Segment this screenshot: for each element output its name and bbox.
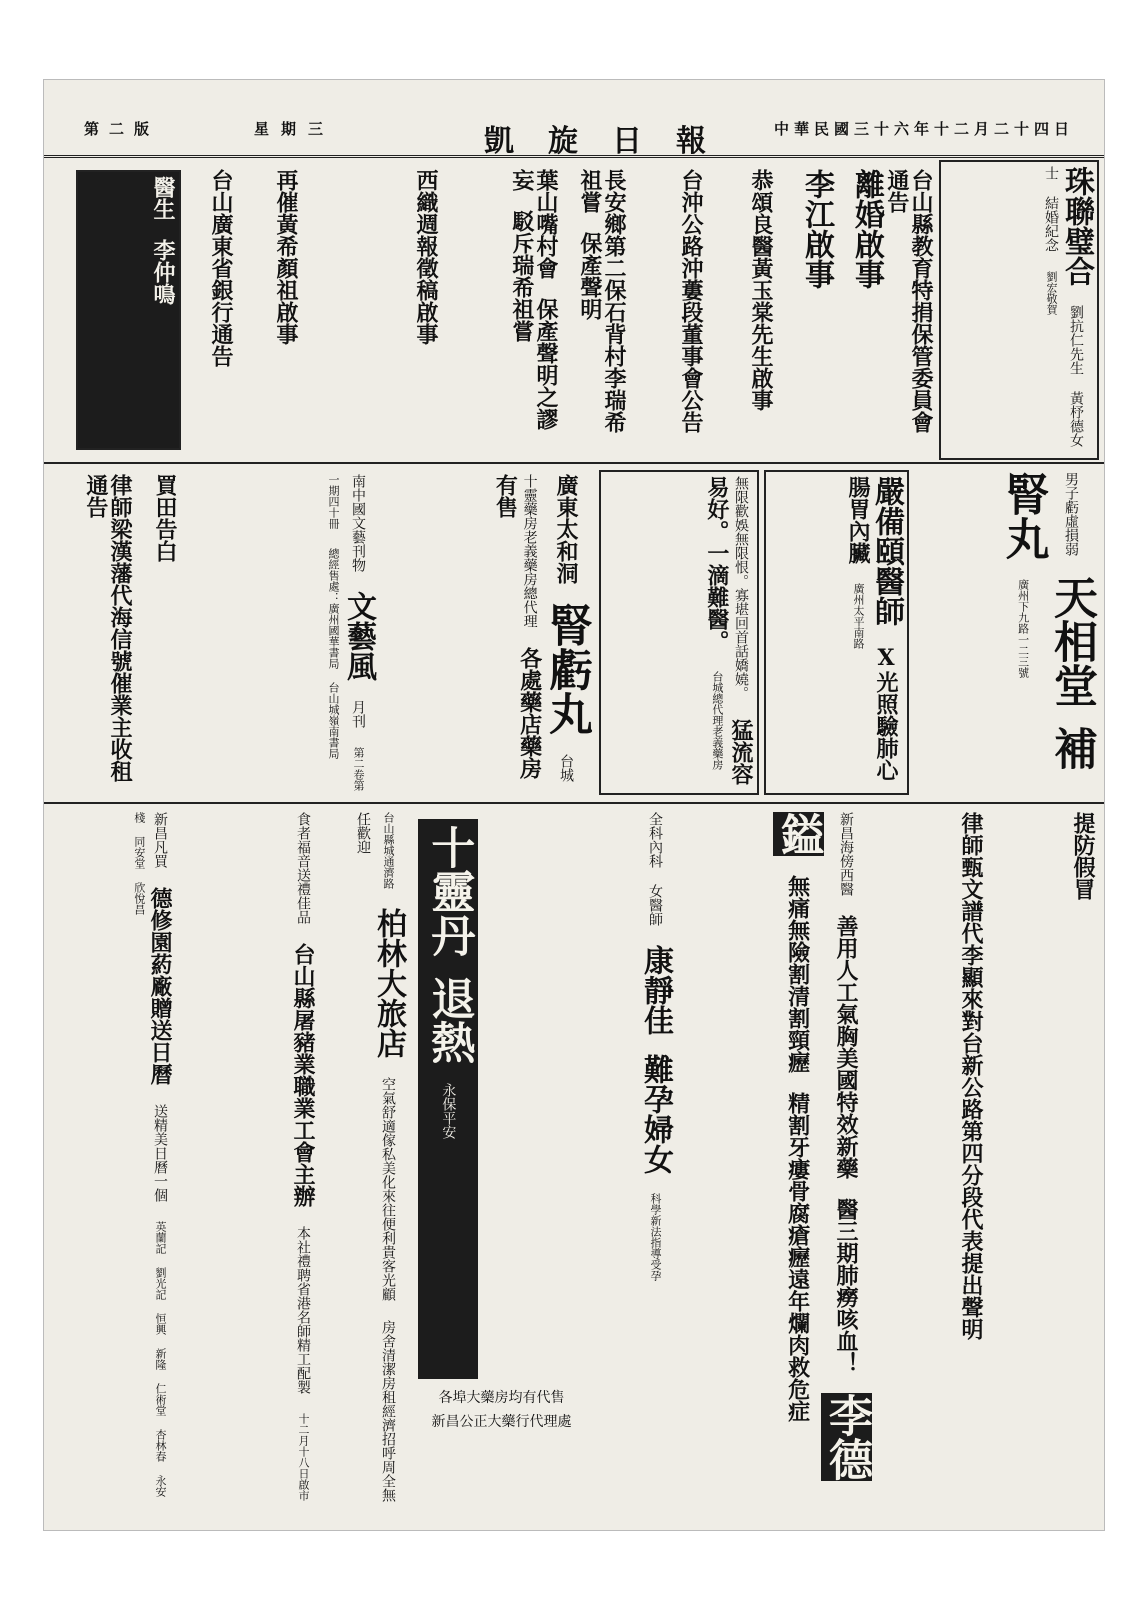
tuire-brand: 退熱 <box>423 976 475 1064</box>
pig-open: 十二月十八日啟市 <box>297 1413 310 1501</box>
pig-union-ad <box>179 808 319 1508</box>
dexiu-gift: 送精美日曆一個 <box>152 1104 168 1202</box>
yan-service: X光照驗肺心腸胃內臟 <box>845 476 899 781</box>
dexiu-ad <box>74 808 176 1508</box>
changan-notice <box>564 165 630 455</box>
huang-zhao-title: 再催黃希顏祖啟事 <box>273 169 299 345</box>
pig-gift: 食者福音送禮佳品 <box>295 812 311 924</box>
bank-title: 台山廣東省銀行通告 <box>208 169 234 367</box>
changan-sub: 保產聲明 <box>576 232 603 320</box>
doctor-title: 醫生 <box>150 176 176 220</box>
kangjing-brand: 康靜佳 <box>638 945 673 1035</box>
tuire-sold: 各埠大藥房均有代售 <box>438 1390 565 1406</box>
baochan-title: 保產聲明之謬妄 <box>508 169 559 430</box>
tianxiang-ad <box>914 468 1099 798</box>
poem-agent: 台城總代理老義藥房 <box>710 671 724 770</box>
bochi-title: 駁斥瑞希祖嘗 <box>508 210 535 342</box>
dexiu-sub: 新昌凡買 <box>152 812 168 868</box>
divorce-notice <box>839 165 887 455</box>
bank-notice <box>184 165 237 455</box>
issue-date: 中華民國三十六年十二月二十四日 <box>773 120 1074 138</box>
xizhi-notice <box>304 165 442 455</box>
doctor-ad <box>76 170 181 450</box>
huang-notice <box>709 165 777 455</box>
yan-name: 嚴備頤醫師 <box>869 476 904 626</box>
edu-notice-title: 台山縣教育特捐保管委員會通告 <box>883 169 934 433</box>
lide-place: 新昌海傍西醫 <box>838 812 854 896</box>
lawyer-notice <box>74 470 136 795</box>
kangjing-service: 難孕婦女 <box>638 1054 673 1174</box>
huang-title: 恭頌良醫黃玉棠先生啟事 <box>748 169 774 411</box>
taihe-company: 廣東太和洞 <box>553 474 579 584</box>
divorce-title: 離婚啟事 <box>849 169 884 289</box>
wenyi-ad <box>184 470 379 795</box>
kangjing-note: 科學新法指導受孕 <box>649 1193 662 1281</box>
wenyi-name: 文藝風 <box>341 591 376 681</box>
dexiu-shops: 英蘭記 劉光記 恒興 新隆 仁術堂 杏林春 永安棧 同安堂 欣悅昌 <box>132 812 167 1497</box>
tianxiang-name: 天相堂 <box>1046 575 1097 707</box>
tuire-panel <box>418 819 478 1379</box>
lide-brand: 李德鎰 <box>772 812 872 1481</box>
lide-service4: 精割牙瘻骨腐瘡癧遠年爛肉救危症 <box>784 1092 811 1422</box>
changan-title: 長安鄉第二保石背村李瑞希祖嘗 <box>576 169 627 433</box>
fangmao-notice <box>989 808 1099 1508</box>
yeshan-title: 葉山嘴村會 <box>533 169 559 279</box>
newspaper-page <box>44 80 1104 1530</box>
wedding-notice <box>939 160 1099 460</box>
bolin-location: 台山縣城通濟路 <box>382 812 395 889</box>
row-divider <box>44 462 1104 464</box>
tianxiang-address: 廣州下九路一二三號 <box>1016 579 1030 678</box>
tuire-ad <box>414 815 589 1515</box>
row-divider-2 <box>44 802 1104 804</box>
dexiu-name: 德修園葯廠贈送日曆 <box>147 887 173 1085</box>
tianxiang-tagline: 男子虧虛損弱 <box>1063 472 1079 556</box>
taihe-sold: 各處藥店藥房有售 <box>492 474 543 779</box>
newspaper-title: 凱旋日報 <box>484 124 740 159</box>
tuire-agent: 新昌公正大藥行代理處 <box>431 1414 572 1430</box>
taihe-ad <box>384 470 594 795</box>
taihe-product: 腎虧丸 <box>541 603 592 735</box>
bolin-feature2: 房舍清潔房租經濟招呼周全無任歡迎 <box>355 812 396 1502</box>
bolin-hotel-ad <box>324 808 409 1508</box>
lide-service2: 醫三期肺癆咳血！ <box>833 1198 859 1374</box>
lijiang-notice <box>779 165 837 455</box>
tuire-product: 十靈丹 <box>423 825 475 957</box>
gonglu-notice <box>632 165 707 455</box>
yeshan-notice <box>444 165 562 455</box>
masthead <box>44 80 1104 158</box>
pig-name: 台山縣屠豬業職業工會主辦 <box>290 943 316 1207</box>
tianxiang-product: 補腎丸 <box>997 472 1097 770</box>
wenyi-publisher: 南中國文藝刊物 <box>350 474 366 572</box>
zhen-title: 律師甄文譜代李顯來對台新公路第四分段代表提出聲明 <box>958 812 984 1340</box>
yan-doctor-ad <box>764 470 909 795</box>
lawyer-title: 律師梁漢藩代海信號催業主收租通告 <box>82 474 133 782</box>
taihe-agent: 台城十靈藥房老義藥房總代理 <box>521 474 574 782</box>
weekday-label: 星期三 <box>254 120 336 138</box>
yan-address: 廣州太平南路 <box>852 583 865 649</box>
wenyi-seller: 總經售處：廣州國華書局 台山城嶺南書局 <box>327 548 340 759</box>
bolin-feature1: 空氣舒適傢私美化來往便利貴客光顧 <box>380 1077 396 1301</box>
lide-service1: 善用人工氣胸美國特效新藥 <box>833 915 859 1179</box>
poem-line2: 猛流容易好。一滴難醫。 <box>703 476 754 785</box>
wenyi-issue: 第二卷第一期四十冊 <box>327 474 365 791</box>
wenyi-kind: 月刊 <box>350 700 366 728</box>
kangjing-desc: 全科內科 女醫師 <box>647 812 663 926</box>
lide-service3: 無痛無險割清割頸癧 <box>784 875 811 1073</box>
zhen-lawyer-notice <box>879 808 987 1508</box>
pig-items: 本社禮聘省港名師精工配製 <box>295 1226 311 1394</box>
bolin-name: 柏林大旅店 <box>371 908 406 1058</box>
lide-doctor-ad <box>679 808 874 1508</box>
kangjing-ad <box>594 808 676 1508</box>
tuire-slogan: 永保平安 <box>440 1083 457 1139</box>
xizhi-title: 西織週報徵稿啟事 <box>413 169 439 345</box>
poem-line1: 無限歡娛無限恨。寡堪回首話嬌嬈。 <box>733 476 749 700</box>
lijiang-title: 李江啟事 <box>799 169 834 289</box>
poem-ad <box>599 470 759 795</box>
wedding-from: 劉宏敬賀 <box>1045 271 1058 315</box>
edu-notice <box>883 165 937 455</box>
gonglu-title: 台沖公路沖蔞段董事會公告 <box>678 169 704 433</box>
wedding-names: 劉抗仁先生 黃杼德女士 結婚紀念 <box>1043 166 1084 447</box>
edition-label: 第二版 <box>84 120 160 138</box>
fangmao-title: 提防假冒 <box>1070 812 1096 900</box>
huang-zhao-notice <box>239 165 302 455</box>
wedding-title: 珠聯璧合 <box>1059 166 1094 286</box>
maitian-notice <box>139 470 181 795</box>
doctor-name: 李仲鳴 <box>150 239 176 305</box>
maitian-title: 買田告白 <box>152 474 178 562</box>
